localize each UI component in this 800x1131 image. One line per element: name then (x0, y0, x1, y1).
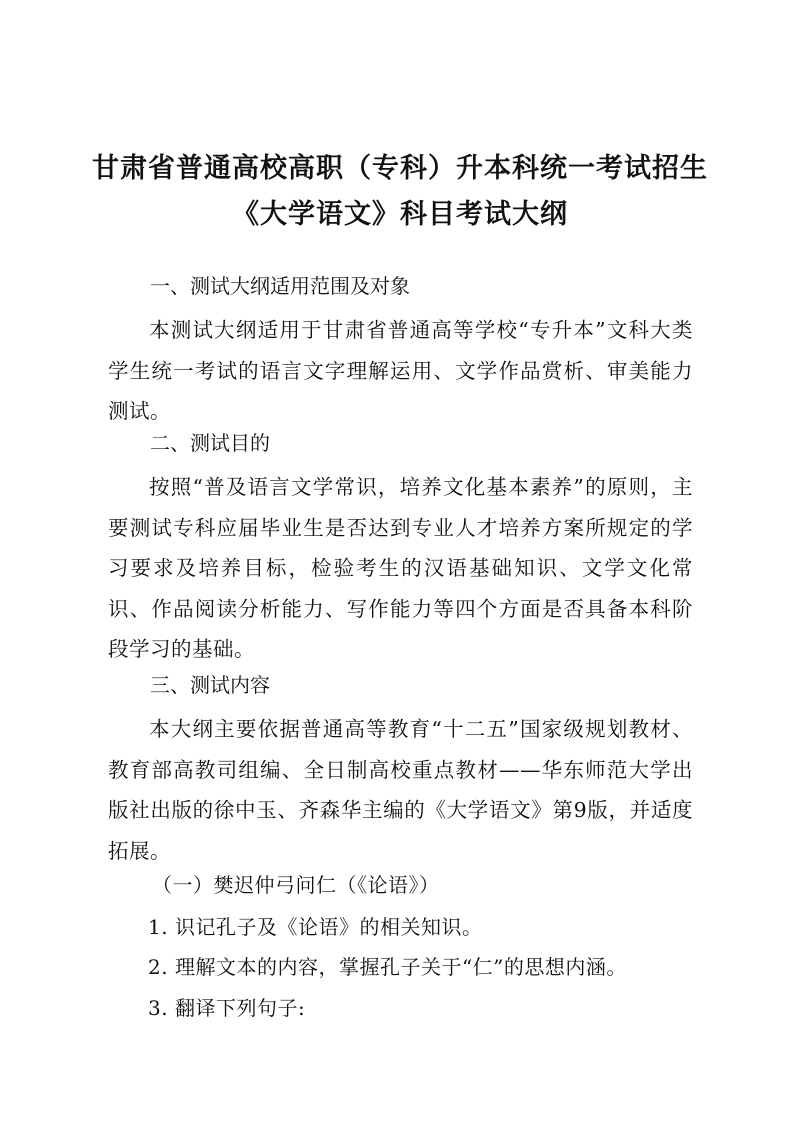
section-heading-scope: 一、测试大纲适用范围及对象 (150, 274, 410, 298)
document-title-line-1: 甘肃省普通高校高职（专科）升本科统一考试招生 (92, 153, 708, 184)
subsection-title: （一）樊迟仲弓问仁（《论语》） (152, 873, 440, 897)
document-title-line-2: 《大学语文》科目考试大纲 (232, 199, 568, 230)
section-paragraph-purpose: 按照“普及语言文学常识，培养文化基本素养”的原则，主要测试专科应届毕业生是否达到专业人才培养方案所规定的学习要求及培养目标，检验考生的汉语基础知识、文学文化常识、作品阅读分析能力、写作能力等四个方面是否具备本科阶段学习的基础。 (108, 475, 693, 661)
section-heading-content: 三、测试内容 (150, 673, 270, 697)
list-item: 2. 理解文本的内容，掌握孔子关于“仁”的思想内涵。 (148, 955, 627, 979)
list-item: 1. 识记孔子及《论语》的相关知识。 (148, 915, 483, 939)
section-heading-purpose: 二、测试目的 (150, 431, 270, 455)
section-paragraph-scope: 本测试大纲适用于甘肃省普通高等学校“专升本”文科大类学生统一考试的语言文字理解运用、文学作品赏析、审美能力测试。 (108, 318, 693, 423)
list-item: 3. 翻译下列句子: (148, 996, 306, 1020)
section-paragraph-content: 本大纲主要依据普通高等教育“十二五”国家级规划教材、教育部高教司组编、全日制高校重点教材——华东师范大学出版社出版的徐中玉、齐森华主编的《大学语文》第9版，并适度拓展。 (108, 717, 693, 863)
